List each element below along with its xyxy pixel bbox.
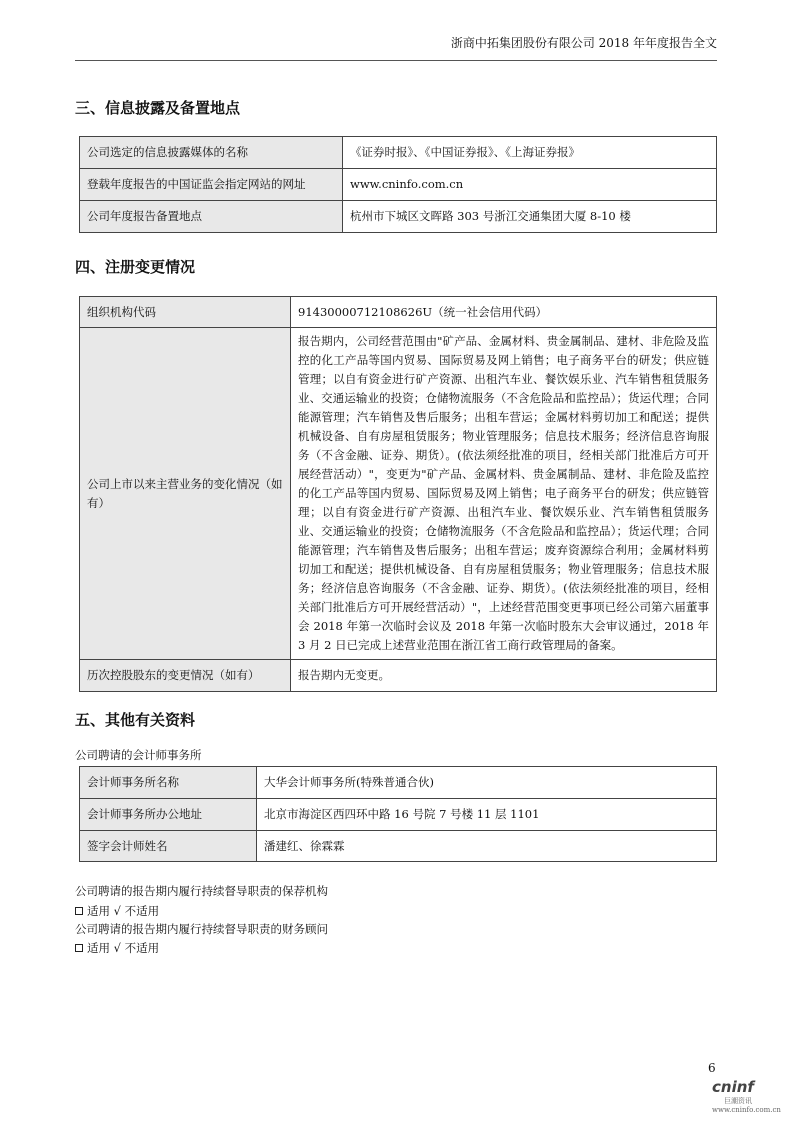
table-row bbox=[80, 201, 717, 233]
section-5-title: 五、其他有关资料 bbox=[75, 711, 196, 729]
disclosure-table bbox=[79, 136, 717, 233]
section-3-title: 三、信息披露及备置地点 bbox=[75, 99, 241, 117]
accounting-firm-subtitle: 公司聘请的会计师事务所 bbox=[75, 748, 202, 762]
row-label: 会计师事务所名称 bbox=[80, 767, 257, 799]
table-row bbox=[80, 328, 717, 660]
row-value: 北京市海淀区西四环中路 16 号院 7 号楼 11 层 1101 bbox=[257, 799, 717, 831]
advisor-choice-text: 适用 √ 不适用 bbox=[87, 941, 160, 955]
cninfo-logo bbox=[712, 1078, 781, 1114]
row-label: 公司上市以来主营业务的变化情况（如有） bbox=[80, 328, 291, 660]
sponsor-choice bbox=[75, 903, 159, 919]
row-label: 会计师事务所办公地址 bbox=[80, 799, 257, 831]
report-header: 浙商中拓集团股份有限公司 2018 年年度报告全文 bbox=[450, 36, 717, 50]
table-row bbox=[80, 137, 717, 169]
row-value: 91430000712108626U（统一社会信用代码） bbox=[291, 297, 717, 328]
checkbox-icon bbox=[75, 907, 83, 915]
table-row bbox=[80, 297, 717, 328]
sponsor-choice-text: 适用 √ 不适用 bbox=[87, 904, 160, 918]
row-label: 签字会计师姓名 bbox=[80, 831, 257, 862]
logo-url: www.cninfo.com.cn bbox=[712, 1106, 781, 1114]
header-divider bbox=[75, 60, 717, 61]
checkbox-icon bbox=[75, 944, 83, 952]
accounting-firm-table bbox=[79, 766, 717, 862]
business-change-text: 报告期内，公司经营范围由"矿产品、金属材料、贵金属制品、建材、非危险及监控的化工产品等国内贸易、国际贸易及网上销售；电子商务平台的研发；供应链管理；以自有资金进行矿产资源、出租汽车业、餐饮娱乐业、汽车销售租赁服务业、交通运输业的投资；仓储物流服务（不含危险品和监控品）；货运代理；合同能源管理；汽车销售及售后服务；出租车营运；金属材料剪切加工和配送；提供机械设备、自有房屋租赁服务；物业管理服务；信息技术服务；经济信息咨询服务（不含金融、证券、期货）。(依法须经批准的项目，经相关部门批准后方可开展经营活动）"，变更为"矿产品、金属材料、贵金属制品、建材、非危险及监控的化工产品等国内贸易、国际贸易及网上销售；电子商务平台的研发；供应链管理；以自有资金进行矿产资源、出租汽车业、餐饮娱乐业、汽车销售租赁服务业、交通运输业的投资；仓储物流服务（不含危险品和监控品）；货运代理；合同能源管理；汽车销售及售后服务；出租车营运；废弃资源综合利用；金属材料剪切加工和配送；提供机械设备、自有房屋租赁服务；物业管理服务；信息技术服务；经济信息咨询服务（不含金融、证券、期货）。(依法须经批准的项目，经相关部门批准后方可开展经营活动）"，上述经营范围变更事项已经公司第六届董事会 2018 年第一次临时会议及 2018 年第一次临时股东大会审议通过，2018 年 3 月 2 日已完成上述营业范围在浙江省工商行政管理局的备案。 bbox=[291, 328, 717, 660]
row-value: 潘建红、徐霖霖 bbox=[257, 831, 717, 862]
table-row bbox=[80, 169, 717, 201]
row-label: 登载年度报告的中国证监会指定网站的网址 bbox=[80, 169, 343, 201]
website-url: www.cninfo.com.cn bbox=[343, 169, 717, 201]
row-label: 历次控股股东的变更情况（如有） bbox=[80, 660, 291, 692]
advisor-label: 公司聘请的报告期内履行持续督导职责的财务顾问 bbox=[75, 922, 328, 936]
table-row bbox=[80, 767, 717, 799]
logo-text: cninf bbox=[712, 1078, 754, 1096]
logo-subtitle: 巨潮资讯 bbox=[724, 1097, 752, 1105]
row-value: 大华会计师事务所(特殊普通合伙) bbox=[257, 767, 717, 799]
page-number: 6 bbox=[708, 1061, 716, 1075]
table-row bbox=[80, 660, 717, 692]
row-label: 公司选定的信息披露媒体的名称 bbox=[80, 137, 343, 169]
row-value: 杭州市下城区文晖路 303 号浙江交通集团大厦 8-10 楼 bbox=[343, 201, 717, 233]
section-4-title: 四、注册变更情况 bbox=[75, 258, 196, 276]
table-row bbox=[80, 831, 717, 862]
table-row bbox=[80, 799, 717, 831]
sponsor-label: 公司聘请的报告期内履行持续督导职责的保荐机构 bbox=[75, 884, 328, 898]
row-value: 《证券时报》、《中国证券报》、《上海证券报》 bbox=[343, 137, 717, 169]
registration-table bbox=[79, 296, 717, 692]
row-value: 报告期内无变更。 bbox=[291, 660, 717, 692]
advisor-choice bbox=[75, 940, 159, 956]
row-label: 组织机构代码 bbox=[80, 297, 291, 328]
row-label: 公司年度报告备置地点 bbox=[80, 201, 343, 233]
